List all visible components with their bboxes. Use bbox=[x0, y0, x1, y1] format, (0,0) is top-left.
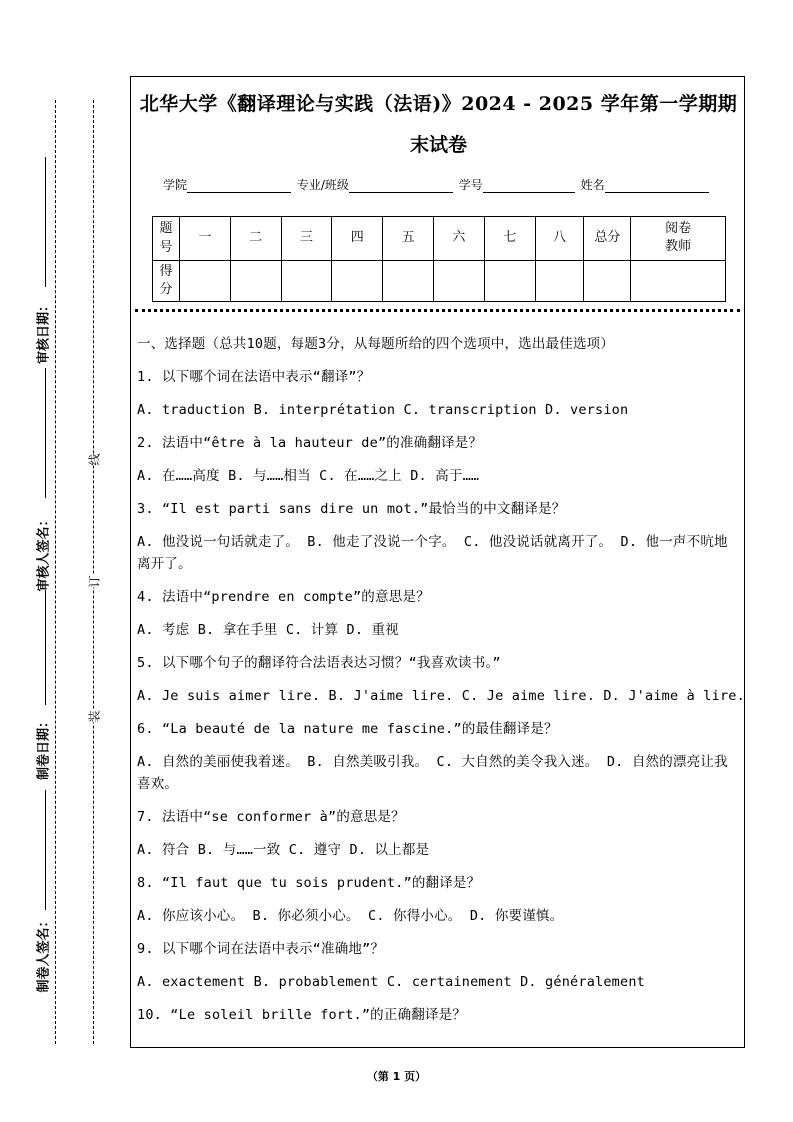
college-field[interactable] bbox=[187, 180, 291, 193]
cut-line-char: 线 bbox=[87, 453, 102, 466]
reviewer-date-line bbox=[45, 157, 46, 287]
maker-date-line bbox=[45, 590, 46, 705]
reviewer-sign-label: 审核人签名： bbox=[36, 513, 52, 592]
maker-date-label: 制卷日期： bbox=[36, 715, 52, 781]
score-cell-1[interactable] bbox=[179, 260, 230, 301]
score-table bbox=[152, 216, 726, 302]
col-header-grader: 阅卷教师 bbox=[631, 217, 726, 261]
question-10: 10. “Le soleil brille fort.”的正确翻译是？ bbox=[137, 1007, 467, 1023]
exam-title-line2: 末试卷 bbox=[409, 134, 467, 156]
major-class-label: 专业/班级 bbox=[296, 178, 349, 192]
answer-options-5: A. Je suis aimer lire. B. J'aime lire. C. Je aime lire. D. J'aime à lire. bbox=[137, 688, 745, 704]
answer-options-9: A. exactement B. probablement C. certainement D. généralement bbox=[137, 974, 645, 990]
col-header-4: 四 bbox=[332, 217, 383, 261]
col-header-7: 七 bbox=[484, 217, 535, 261]
row-header-score: 得分 bbox=[153, 260, 180, 301]
major-class-field[interactable] bbox=[349, 180, 453, 193]
answer-options-1: A. traduction B. interprétation C. transcription D. version bbox=[137, 402, 629, 418]
score-cell-6[interactable] bbox=[434, 260, 485, 301]
row-header-question: 题号 bbox=[153, 217, 180, 261]
col-header-8: 八 bbox=[535, 217, 584, 261]
exam-title-line1: 北华大学《翻译理论与实践（法语)》2024 - 2025 学年第一学期期 bbox=[139, 93, 738, 115]
college-label: 学院 bbox=[163, 178, 188, 192]
student-id-label: 学号 bbox=[458, 178, 483, 192]
maker-sign-label: 制卷人签名： bbox=[36, 914, 52, 993]
answer-options-3: A. 他没说一句话就走了。 B. 他走了没说一个字。 C. 他没说话就离开了。 D. 他一声不吭地离开了。 bbox=[137, 534, 728, 572]
score-cell-total[interactable] bbox=[584, 260, 631, 301]
score-table-score-row bbox=[153, 260, 726, 301]
outer-dashed-line bbox=[55, 100, 56, 1044]
col-header-6: 六 bbox=[434, 217, 485, 261]
dotted-separator bbox=[135, 309, 740, 312]
section1-questions bbox=[137, 333, 745, 1026]
question-5: 5. 以下哪个句子的翻译符合法语表达习惯？“我喜欢读书。” bbox=[137, 655, 501, 671]
question-4: 4. 法语中“prendre en compte”的意思是？ bbox=[137, 589, 430, 605]
name-field[interactable] bbox=[605, 180, 709, 193]
maker-sign-line bbox=[45, 790, 46, 910]
answer-options-2: A. 在……高度 B. 与……相当 C. 在……之上 D. 高于…… bbox=[137, 468, 480, 484]
score-cell-4[interactable] bbox=[332, 260, 383, 301]
question-2: 2. 法语中“être à la hauteur de”的准确翻译是？ bbox=[137, 435, 483, 451]
inner-dashed-line bbox=[93, 100, 94, 1044]
student-info-row bbox=[163, 176, 711, 193]
name-label: 姓名 bbox=[580, 178, 605, 192]
question-9: 9. 以下哪个词在法语中表示“准确地”？ bbox=[137, 941, 385, 957]
cut-order-char: 订 bbox=[87, 575, 102, 588]
reviewer-sign-line bbox=[45, 368, 46, 498]
reviewer-date-label: 审核日期： bbox=[36, 299, 52, 365]
score-table-header-row bbox=[153, 217, 726, 261]
student-id-field[interactable] bbox=[483, 180, 575, 193]
exam-frame bbox=[130, 76, 745, 1048]
col-header-5: 五 bbox=[383, 217, 434, 261]
col-header-1: 一 bbox=[179, 217, 230, 261]
score-cell-3[interactable] bbox=[281, 260, 332, 301]
score-cell-8[interactable] bbox=[535, 260, 584, 301]
section1-heading: 一、选择题（总共10题，每题3分，从每题所给的四个选项中，选出最佳选项） bbox=[137, 336, 615, 352]
question-8: 8. “Il faut que tu sois prudent.”的翻译是？ bbox=[137, 875, 481, 891]
answer-options-4: A. 考虑 B. 拿在手里 C. 计算 D. 重视 bbox=[137, 622, 399, 638]
col-header-3: 三 bbox=[281, 217, 332, 261]
score-cell-2[interactable] bbox=[230, 260, 281, 301]
answer-options-8: A. 你应该小心。 B. 你必须小心。 C. 你得小心。 D. 你要谨慎。 bbox=[137, 908, 564, 924]
question-6: 6. “La beauté de la nature me fascine.”的最佳翻译是？ bbox=[137, 721, 558, 737]
score-cell-5[interactable] bbox=[383, 260, 434, 301]
question-1: 1. 以下哪个词在法语中表示“翻译”？ bbox=[137, 369, 371, 385]
col-header-2: 二 bbox=[230, 217, 281, 261]
question-3: 3. “Il est parti sans dire un mot.”最恰当的中文翻译是？ bbox=[137, 501, 566, 517]
col-header-total: 总分 bbox=[584, 217, 631, 261]
page-number: （第 1 页） bbox=[366, 1070, 427, 1083]
answer-options-7: A. 符合 B. 与……一致 C. 遵守 D. 以上都是 bbox=[137, 842, 430, 858]
cut-bind-char: 装 bbox=[87, 710, 102, 723]
score-cell-grader[interactable] bbox=[631, 260, 726, 301]
score-cell-7[interactable] bbox=[484, 260, 535, 301]
answer-options-6: A. 自然的美丽使我着迷。 B. 自然美吸引我。 C. 大自然的美令我入迷。 D. 自然的漂亮让我喜欢。 bbox=[137, 754, 728, 792]
question-7: 7. 法语中“se conformer à”的意思是？ bbox=[137, 809, 405, 825]
